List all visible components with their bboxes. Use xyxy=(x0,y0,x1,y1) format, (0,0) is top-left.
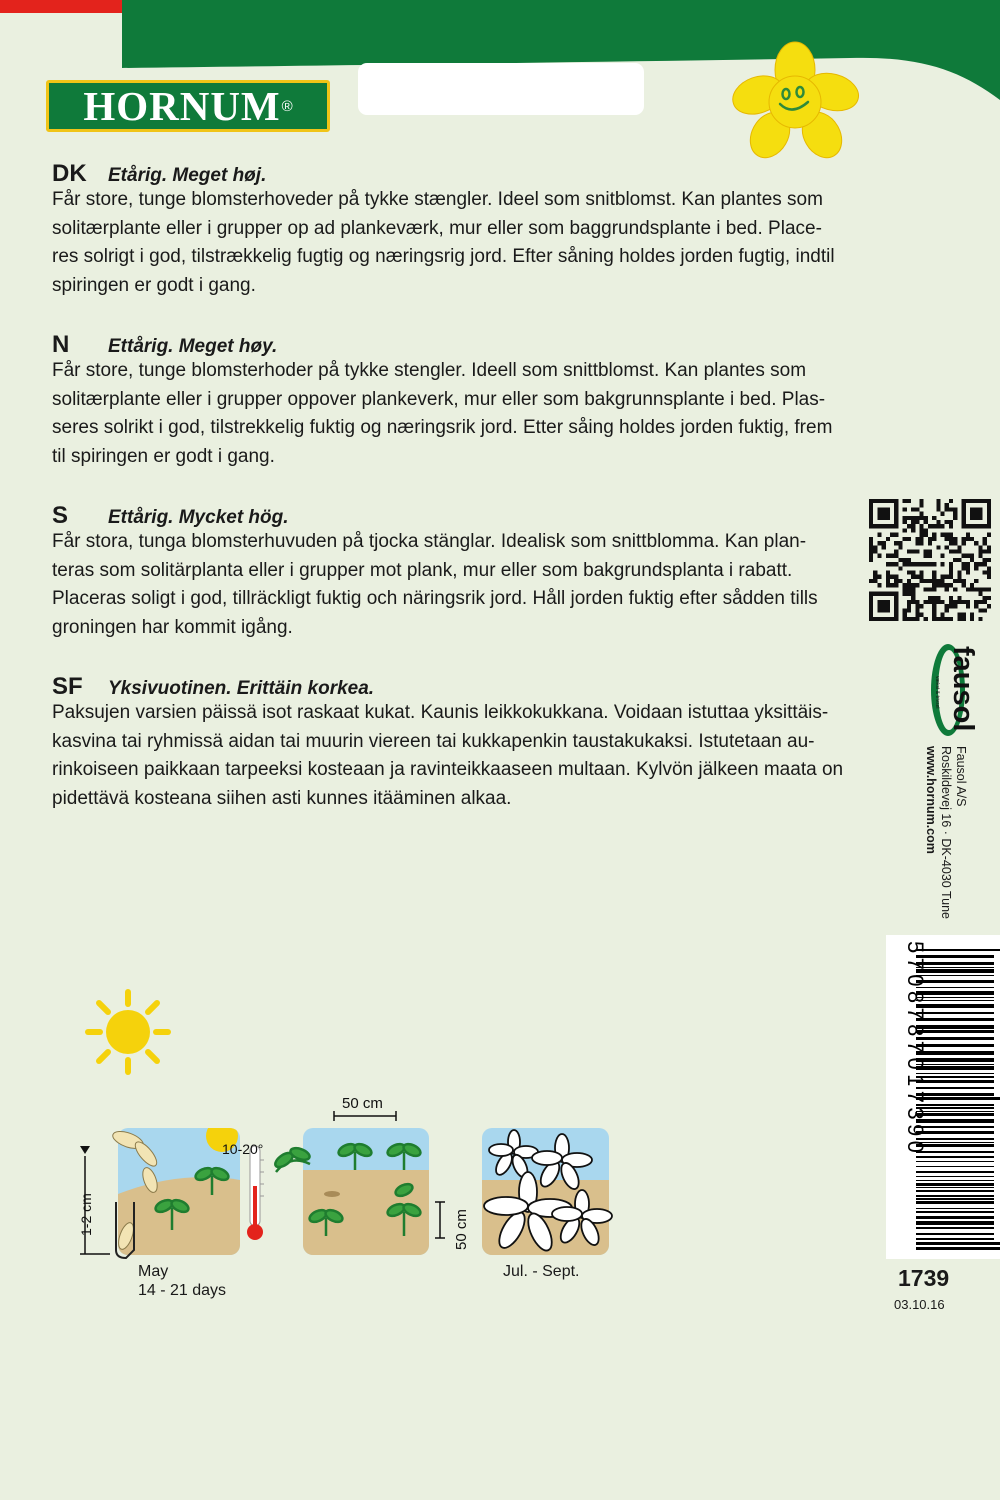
section-n xyxy=(52,331,852,471)
body-line: rinkoiseen paikkaan tarpeeksi kosteaan ja ravinteikkaaseen multaan. Kylvön jälkeen maata on xyxy=(52,759,844,780)
body-line: teras som solitärplanta eller i grupper mot plank, mur eller som bakgrundsplanta i rabatt. xyxy=(52,559,793,581)
product-number: 1739 xyxy=(898,1265,950,1291)
body-line: seres solrikt i god, tilstrekkelig fuktig og næringsrik jord. Etter såing holdes jorden fuktig, frem xyxy=(52,417,833,438)
temperature-range: 10-20° xyxy=(222,1141,264,1157)
address-line: www.hornum.com xyxy=(924,746,938,854)
address-line: Fausol A/S xyxy=(954,746,968,807)
ean-barcode xyxy=(886,935,1000,1259)
thermometer-icon xyxy=(247,1146,264,1240)
address-line: Roskildevej 16 · DK-4030 Tune xyxy=(939,746,953,920)
qr-code xyxy=(869,499,991,621)
fausol-logo xyxy=(928,642,986,738)
growing-pictograms xyxy=(70,1090,630,1260)
red-corner-tab xyxy=(0,0,122,13)
language-code: N xyxy=(52,331,70,358)
body-line: groningen har kommit igång. xyxy=(52,616,293,638)
body-line: Får stora, tunga blomsterhuvuden på tjocka stänglar. Idealisk som snittblomma. Kan plan- xyxy=(52,531,807,552)
company-address xyxy=(904,744,974,934)
body-line: Placeras soligt i god, tillräckligt fuktig och näringsrik jord. Håll jorden fuktig efter sådden tills xyxy=(52,588,818,609)
sun-icon xyxy=(84,988,172,1076)
section-dk xyxy=(52,160,852,300)
sowing-month: May xyxy=(138,1263,169,1280)
plant-spacing-top: 50 cm xyxy=(342,1095,383,1112)
body-line: kasvina tai ryhmissä aidan tai muurin viereen tai kukkapenkin taustakukaksi. Istutetaan au- xyxy=(52,730,815,752)
section-body xyxy=(52,528,852,642)
section-body xyxy=(52,186,852,300)
section-subtitle: Yksivuotinen. Erittäin korkea. xyxy=(108,678,375,699)
language-code: S xyxy=(52,502,69,529)
body-line: solitærplante eller i grupper oppover plankeverk, mur eller som bakgrunnsplante i bed. Plas- xyxy=(52,388,826,410)
fausol-wordmark: fausol xyxy=(947,646,979,732)
section-body xyxy=(52,699,852,813)
flowering-period: Jul. - Sept. xyxy=(503,1263,580,1280)
logo-text: HORNUM xyxy=(83,82,281,129)
barcode-digits: 5708787017390 xyxy=(903,941,928,1158)
section-body xyxy=(52,357,852,471)
plant-spacing-side: 50 cm xyxy=(453,1209,470,1250)
date-code: 03.10.16 xyxy=(894,1297,945,1312)
language-code: DK xyxy=(52,160,87,187)
body-line: res solrigt i god, tilstrækkelig fugtig og næringsrig jord. Efter såning holdes jorden fugtig, indtil xyxy=(52,246,835,267)
body-line: Paksujen varsien päissä isot raskaat kukat. Kaunis leikkokukkana. Voidaan istuttaa yksittäis- xyxy=(52,702,829,723)
language-code: SF xyxy=(52,673,83,700)
body-line: til spiringen er godt i gang. xyxy=(52,445,275,467)
body-line: pidettävä kosteana siihen asti kunnes itääminen alkaa. xyxy=(52,787,512,809)
hornum-logo xyxy=(46,80,330,132)
body-line: solitærplante eller i grupper op ad plankeværk, mur eller som baggrundsplante i bed. Place- xyxy=(52,217,822,239)
body-line: spiringen er godt i gang. xyxy=(52,274,256,296)
body-line: Får store, tunge blomsterhoveder på tykke stængler. Ideel som snitblomst. Kan plantes som xyxy=(52,189,823,210)
section-subtitle: Ettårig. Mycket hög. xyxy=(108,507,289,528)
section-sf xyxy=(52,673,852,813)
sowing-depth: 1-2 cm xyxy=(78,1193,94,1236)
section-subtitle: Etårig. Meget høj. xyxy=(108,165,267,186)
section-s xyxy=(52,502,852,642)
body-line: Får store, tunge blomsterhoder på tykke stengler. Ideell som snittblomst. Kan plantes som xyxy=(52,360,807,381)
registered-mark: ® xyxy=(281,97,293,115)
germination-time: 14 - 21 days xyxy=(138,1282,227,1299)
smiling-flower-icon xyxy=(728,40,862,160)
fausol-tagline: vækst & trivsel xyxy=(934,676,940,709)
section-subtitle: Ettårig. Meget høy. xyxy=(108,336,278,357)
blank-label-area xyxy=(358,63,644,115)
